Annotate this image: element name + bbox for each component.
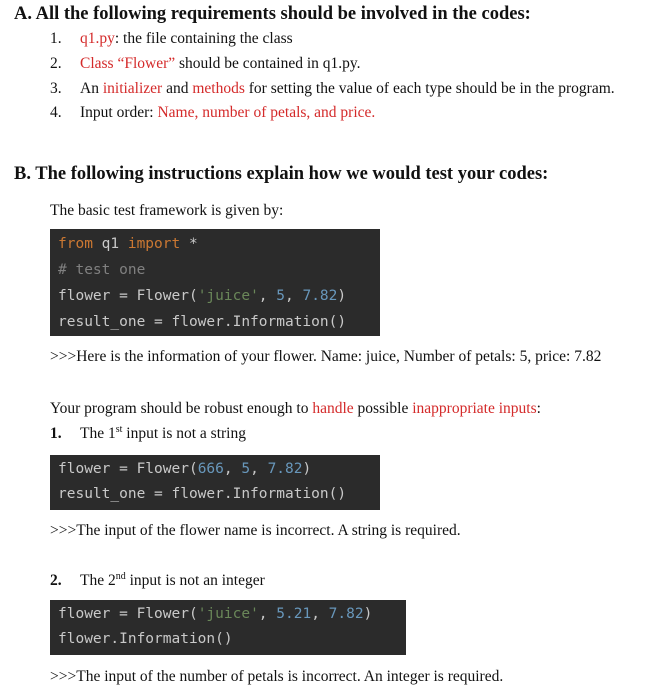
handle-highlight: handle: [312, 400, 354, 417]
code-line: result_one = flower.Information(): [58, 486, 347, 502]
item-text: should be contained in q1.py.: [175, 55, 361, 72]
section-b-heading: B. The following instructions explain how we would test your codes:: [14, 164, 549, 184]
output-text: >>>The input of the number of petals is incorrect. An integer is required.: [50, 668, 504, 685]
case-heading: 2. The 2nd input is not an integer: [50, 570, 265, 589]
code-line: from q1 import *: [58, 236, 198, 252]
methods-highlight: methods: [192, 80, 245, 97]
requirement-item: [50, 80, 615, 98]
item-text: : the file containing the class: [114, 30, 293, 47]
item-number: 2.: [50, 55, 62, 72]
case-heading: 1. The 1st input is not a string: [50, 423, 246, 442]
item-text: An: [80, 80, 103, 97]
item-number: 1.: [50, 30, 62, 47]
requirement-item: [50, 30, 293, 48]
output-text: >>>The input of the flower name is incorrect. A string is required.: [50, 522, 461, 539]
item-number: 3.: [50, 80, 62, 97]
output-text: >>>Here is the information of your flower. Name: juice, Number of petals: 5, price: 7.82: [50, 348, 602, 365]
code-block-framework: [50, 229, 380, 336]
inappropriate-highlight: inappropriate inputs: [412, 400, 537, 417]
class-name: Class “Flower”: [80, 55, 176, 72]
code-block-case-2: [50, 600, 406, 655]
item-number: 4.: [50, 104, 62, 121]
requirement-item: [50, 104, 375, 122]
framework-intro: The basic test framework is given by:: [50, 202, 284, 219]
file-name: q1.py: [80, 30, 115, 47]
robust-note: Your program should be robust enough to handle possible inappropriate inputs:: [50, 400, 541, 417]
item-text: for setting the value of each type should be in the program.: [244, 80, 615, 97]
code-comment: # test one: [58, 262, 146, 278]
input-order-highlight: Name, number of petals, and price.: [157, 104, 376, 121]
section-a-heading: A. All the following requirements should be involved in the codes:: [14, 4, 531, 24]
code-line: result_one = flower.Information(): [58, 314, 347, 330]
case-number: 2.: [50, 572, 62, 589]
code-line: flower = Flower(666, 5, 7.82): [58, 461, 312, 477]
code-block-case-1: [50, 455, 380, 510]
requirement-item: [50, 55, 361, 73]
code-line: flower = Flower('juice', 5, 7.82): [58, 288, 347, 304]
item-text: Input order:: [80, 104, 158, 121]
code-line: flower.Information(): [58, 631, 233, 647]
item-text: and: [162, 80, 193, 97]
case-number: 1.: [50, 425, 62, 442]
code-line: flower = Flower('juice', 5.21, 7.82): [58, 606, 373, 622]
initializer-highlight: initializer: [102, 80, 163, 97]
